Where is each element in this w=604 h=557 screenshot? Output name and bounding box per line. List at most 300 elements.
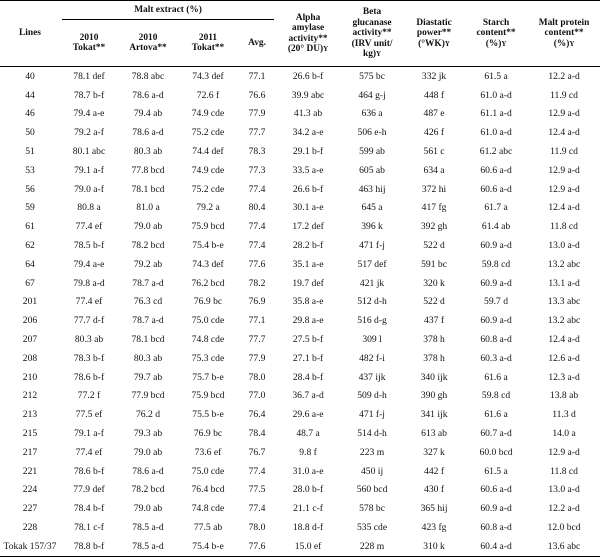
cell-malt-avg: 77.6 bbox=[238, 537, 276, 556]
header-2011-tokat-l1: 2011 bbox=[198, 32, 218, 43]
cell-beta-glucanase: 450 ij bbox=[360, 465, 384, 477]
header-beta-l5-wrap bbox=[340, 49, 404, 60]
cell-diastatic-power: 372 hi bbox=[421, 183, 447, 195]
header-starch-sup: Y bbox=[501, 39, 507, 48]
cell-malt-2010-tokat: 77.4 ef bbox=[75, 221, 103, 233]
cell-malt-2011-tokat: 75.2 cde bbox=[191, 183, 225, 195]
cell-diastatic-power: 320 k bbox=[423, 277, 445, 289]
cell-malt-2011-tokat: 74.8 cde bbox=[191, 503, 225, 515]
cell-line-id: 215 bbox=[22, 428, 38, 440]
cell-diastatic-power: 327 k bbox=[423, 446, 445, 458]
cell-diastatic-power: 392 gh bbox=[420, 221, 448, 233]
cell-beta-glucanase: 516 d-g bbox=[357, 315, 387, 327]
header-diastatic-l2: power** bbox=[416, 28, 452, 39]
cell-malt-avg: 77.4 bbox=[248, 183, 266, 195]
table-row bbox=[0, 199, 600, 218]
table-row bbox=[0, 368, 600, 387]
cell-malt-2010-tokat: 78.5 b-f bbox=[73, 240, 105, 252]
cell-malt-2010-tokat: 79.1 a-f bbox=[74, 428, 104, 440]
cell-beta-glucanase: 560 bcd bbox=[356, 484, 388, 496]
cell-malt-2011-tokat: 76.9 bc bbox=[193, 296, 223, 308]
cell-malt-2010-tokat: 80.3 ab bbox=[74, 334, 104, 346]
cell-protein-content: 13.6 abc bbox=[528, 537, 600, 556]
cell-line-id: 53 bbox=[25, 164, 35, 176]
cell-protein-content: 12.4 a-d bbox=[548, 202, 580, 214]
cell-malt-2011-tokat: 75.0 cde bbox=[191, 465, 225, 477]
cell-malt-avg: 77.4 bbox=[248, 240, 266, 252]
header-avg: Avg. bbox=[238, 21, 276, 67]
cell-line-id: 212 bbox=[22, 390, 38, 402]
cell-line-id: 208 bbox=[22, 352, 38, 364]
cell-starch-content: 60.6 a-d bbox=[480, 183, 512, 195]
header-beta-sup: Y bbox=[376, 50, 382, 59]
cell-malt-2010-artova: 81.0 a bbox=[136, 202, 160, 214]
header-alpha-l4: (20° DU) bbox=[287, 44, 324, 54]
cell-malt-2011-tokat: 74.3 def bbox=[192, 70, 224, 82]
cell-malt-2011-tokat: 75.3 cde bbox=[191, 352, 225, 364]
cell-malt-avg: 77.9 bbox=[248, 108, 266, 120]
cell-alpha-amylase: 26.6 b-f bbox=[292, 183, 324, 195]
cell-malt-2011-tokat: 74.4 def bbox=[192, 146, 224, 158]
cell-starch-content: 59.7 d bbox=[484, 296, 509, 308]
cell-malt-2010-artova: 76.3 cd bbox=[133, 296, 163, 308]
cell-malt-2011-tokat: 75.9 bcd bbox=[191, 390, 225, 402]
cell-starch-content: 60.6 a-d bbox=[480, 484, 512, 496]
cell-malt-avg: 77.5 bbox=[248, 484, 266, 496]
cell-malt-2010-artova: 78.1 bcd bbox=[131, 183, 165, 195]
cell-beta-glucanase: 396 k bbox=[361, 221, 383, 233]
cell-alpha-amylase: 17.2 def bbox=[292, 221, 324, 233]
cell-malt-2010-tokat: 79.2 a-f bbox=[74, 127, 104, 139]
cell-line-id: 64 bbox=[25, 258, 35, 270]
cell-beta-glucanase: 605 ab bbox=[359, 164, 385, 176]
cell-beta-glucanase: 599 ab bbox=[359, 146, 385, 158]
cell-malt-2010-artova: 79.3 ab bbox=[133, 428, 163, 440]
header-beta-l2: glucanase bbox=[352, 17, 392, 28]
table-row bbox=[0, 443, 600, 462]
cell-protein-content: 13.3 abc bbox=[547, 296, 581, 308]
cell-malt-2011-tokat: 75.2 cde bbox=[191, 127, 225, 139]
cell-alpha-amylase: 28.4 b-f bbox=[292, 371, 324, 383]
cell-malt-2010-tokat: 77.4 ef bbox=[75, 446, 103, 458]
header-malt-extract bbox=[60, 1, 276, 21]
cell-alpha-amylase: 34.2 a-e bbox=[292, 127, 324, 139]
cell-malt-2011-tokat: 73.6 ef bbox=[194, 446, 222, 458]
cell-malt-2011-tokat: 77.5 ab bbox=[193, 522, 223, 534]
cell-malt-2011-tokat: 75.0 cde bbox=[191, 315, 225, 327]
table-row bbox=[0, 236, 600, 255]
cell-protein-content: 12.4 a-d bbox=[548, 334, 580, 346]
cell-line-id: 46 bbox=[25, 108, 35, 120]
cell-starch-content: 60.0 bcd bbox=[479, 446, 513, 458]
header-beta-l3: activity** bbox=[352, 28, 392, 39]
cell-malt-avg: 76.4 bbox=[248, 409, 266, 421]
header-starch-l3: (%) bbox=[485, 38, 502, 49]
cell-malt-2010-tokat: 78.8 b-f bbox=[60, 537, 118, 556]
table-row bbox=[0, 67, 600, 86]
cell-malt-2010-artova: 78.6 a-d bbox=[132, 127, 164, 139]
cell-protein-content: 13.0 a-d bbox=[548, 484, 580, 496]
table-row bbox=[0, 217, 600, 236]
cell-malt-2011-tokat: 74.9 cde bbox=[191, 108, 225, 120]
header-diastatic-sup: Y bbox=[444, 39, 450, 48]
cell-line-id: 221 bbox=[22, 465, 38, 477]
cell-malt-avg: 76.9 bbox=[248, 296, 266, 308]
table-body bbox=[0, 67, 600, 557]
cell-starch-content: 60.9 a-d bbox=[480, 503, 512, 515]
cell-beta-glucanase: 517 def bbox=[357, 258, 387, 270]
cell-malt-2010-tokat: 80.8 a bbox=[77, 202, 101, 214]
header-protein-l2: content** bbox=[544, 28, 584, 39]
cell-malt-2010-tokat: 77.5 ef bbox=[75, 409, 103, 421]
cell-line-id: 40 bbox=[25, 70, 35, 82]
table-row bbox=[0, 293, 600, 312]
cell-malt-2010-artova: 79.0 ab bbox=[133, 221, 163, 233]
cell-diastatic-power: 561 c bbox=[423, 146, 445, 158]
cell-malt-2010-tokat: 77.7 d-f bbox=[73, 315, 105, 327]
cell-protein-content: 11.8 cd bbox=[550, 221, 578, 233]
cell-starch-content: 61.0 a-d bbox=[480, 127, 512, 139]
cell-line-id: 50 bbox=[25, 127, 35, 139]
cell-malt-2010-artova: 80.3 ab bbox=[133, 352, 163, 364]
cell-diastatic-power: 634 a bbox=[423, 164, 445, 176]
cell-malt-2010-tokat: 78.6 b-f bbox=[73, 371, 105, 383]
cell-protein-content: 12.0 bcd bbox=[547, 522, 581, 534]
table-row bbox=[0, 349, 600, 368]
cell-malt-avg: 77.4 bbox=[248, 503, 266, 515]
cell-malt-2010-artova: 78.5 a-d bbox=[118, 537, 178, 556]
cell-malt-2010-artova: 78.2 bcd bbox=[131, 484, 165, 496]
header-starch-l3-wrap bbox=[464, 39, 528, 50]
cell-starch-content: 60.6 a-d bbox=[480, 164, 512, 176]
cell-malt-2010-artova: 78.5 a-d bbox=[132, 522, 164, 534]
cell-protein-content: 11.9 cd bbox=[550, 89, 578, 101]
cell-malt-2010-artova: 79.4 ab bbox=[133, 108, 163, 120]
header-beta-l4: (IRV unit/ bbox=[351, 38, 393, 49]
cell-malt-2010-artova: 80.3 ab bbox=[133, 146, 163, 158]
cell-malt-2010-artova: 79.0 ab bbox=[133, 503, 163, 515]
header-diastatic-l3-wrap bbox=[404, 39, 464, 50]
cell-starch-content: 60.9 a-d bbox=[480, 315, 512, 327]
header-2010-artova-l2: Artova** bbox=[129, 43, 167, 54]
header-malt-protein bbox=[528, 1, 600, 67]
cell-starch-content: 60.9 a-d bbox=[480, 277, 512, 289]
cell-malt-2010-artova: 77.8 bcd bbox=[131, 164, 165, 176]
header-diastatic-l3: (°WK) bbox=[418, 38, 445, 49]
cell-malt-2011-tokat: 75.5 b-e bbox=[192, 409, 224, 421]
header-lines: Lines bbox=[0, 1, 60, 67]
cell-diastatic-power: 437 f bbox=[424, 315, 445, 327]
cell-malt-2010-artova: 78.2 bcd bbox=[131, 240, 165, 252]
cell-starch-content: 60.8 a-d bbox=[480, 522, 512, 534]
cell-beta-glucanase: 509 d-h bbox=[357, 390, 387, 402]
cell-protein-content: 12.2 a-d bbox=[548, 70, 580, 82]
cell-malt-avg: 77.0 bbox=[248, 390, 266, 402]
cell-beta-glucanase: 471 f-j bbox=[359, 409, 385, 421]
cell-malt-2010-tokat: 79.0 a-f bbox=[74, 183, 104, 195]
cell-beta-glucanase: 421 jk bbox=[359, 277, 385, 289]
cell-alpha-amylase: 26.6 b-f bbox=[292, 70, 324, 82]
cell-malt-2010-artova: 78.8 abc bbox=[131, 70, 165, 82]
cell-beta-glucanase: 506 e-h bbox=[357, 127, 387, 139]
cell-beta-glucanase: 514 d-h bbox=[357, 428, 387, 440]
cell-protein-content: 12.9 a-d bbox=[548, 108, 580, 120]
cell-malt-2010-tokat: 78.1 def bbox=[73, 70, 105, 82]
cell-diastatic-power: 390 gh bbox=[420, 390, 448, 402]
cell-alpha-amylase: 33.5 a-e bbox=[292, 164, 324, 176]
cell-starch-content: 59.8 cd bbox=[481, 258, 511, 270]
header-2010-tokat-l1: 2010 bbox=[79, 32, 99, 43]
cell-line-id: Tokak 157/37 bbox=[0, 537, 60, 556]
cell-alpha-amylase: 39.9 abc bbox=[291, 89, 325, 101]
table-row bbox=[0, 311, 600, 330]
cell-protein-content: 12.6 a-d bbox=[548, 352, 580, 364]
cell-starch-content: 61.0 a-d bbox=[480, 89, 512, 101]
cell-alpha-amylase: 27.1 b-f bbox=[292, 352, 324, 364]
cell-protein-content: 12.2 a-d bbox=[548, 503, 580, 515]
cell-malt-avg: 77.1 bbox=[248, 315, 266, 327]
cell-malt-2010-tokat: 79.4 a-e bbox=[73, 108, 105, 120]
cell-starch-content: 61.6 a bbox=[484, 371, 508, 383]
cell-malt-2011-tokat: 75.9 bcd bbox=[191, 221, 225, 233]
table-row bbox=[0, 387, 600, 406]
cell-diastatic-power: 442 f bbox=[424, 465, 445, 477]
cell-line-id: 228 bbox=[22, 522, 38, 534]
cell-beta-glucanase: 645 a bbox=[361, 202, 383, 214]
cell-diastatic-power: 423 fg bbox=[421, 522, 447, 534]
cell-alpha-amylase: 29.8 a-e bbox=[292, 315, 324, 327]
cell-malt-2010-tokat: 78.6 b-f bbox=[73, 465, 105, 477]
cell-alpha-amylase: 9.8 f bbox=[299, 446, 317, 458]
cell-malt-2010-tokat: 79.1 a-f bbox=[74, 164, 104, 176]
cell-starch-content: 61.5 a bbox=[484, 70, 508, 82]
cell-malt-2010-tokat: 78.4 b-f bbox=[73, 503, 105, 515]
cell-malt-2010-artova: 79.7 ab bbox=[133, 371, 163, 383]
cell-malt-avg: 78.2 bbox=[248, 277, 266, 289]
header-2010-tokat bbox=[60, 21, 118, 67]
cell-protein-content: 13.2 abc bbox=[547, 315, 581, 327]
cell-beta-glucanase: 578 bc bbox=[359, 503, 385, 515]
cell-line-id: 67 bbox=[25, 277, 35, 289]
cell-line-id: 210 bbox=[22, 371, 38, 383]
header-protein-l1: Malt protein bbox=[538, 17, 590, 28]
cell-line-id: 56 bbox=[25, 183, 35, 195]
header-beta-l5: kg) bbox=[363, 49, 377, 60]
cell-protein-content: 14.0 a bbox=[552, 428, 576, 440]
cell-line-id: 224 bbox=[22, 484, 38, 496]
header-starch-l2: content** bbox=[476, 28, 516, 39]
cell-alpha-amylase: 30.1 a-e bbox=[292, 202, 324, 214]
cell-starch-content: 61.5 a bbox=[484, 465, 508, 477]
header-diastatic-l1: Diastatic bbox=[416, 17, 452, 28]
cell-alpha-amylase: 35.1 a-e bbox=[292, 258, 324, 270]
cell-starch-content: 61.7 a bbox=[484, 202, 508, 214]
cell-starch-content: 60.7 a-d bbox=[480, 428, 512, 440]
cell-beta-glucanase: 228 m bbox=[340, 537, 404, 556]
cell-line-id: 51 bbox=[25, 146, 35, 158]
cell-diastatic-power: 341 ijk bbox=[420, 409, 448, 421]
cell-malt-2010-artova: 78.7 a-d bbox=[132, 277, 164, 289]
cell-malt-2010-artova: 79.2 ab bbox=[133, 258, 163, 270]
cell-malt-2010-tokat: 78.3 b-f bbox=[73, 352, 105, 364]
cell-diastatic-power: 487 e bbox=[423, 108, 445, 120]
header-2010-artova-l1: 2010 bbox=[138, 32, 158, 43]
cell-protein-content: 13.8 ab bbox=[549, 390, 579, 402]
cell-malt-2011-tokat: 76.9 bc bbox=[193, 428, 223, 440]
cell-alpha-amylase: 28.0 b-f bbox=[292, 484, 324, 496]
cell-protein-content: 11.3 d bbox=[552, 409, 576, 421]
cell-protein-content: 12.4 a-d bbox=[548, 127, 580, 139]
cell-beta-glucanase: 512 d-h bbox=[357, 296, 387, 308]
cell-diastatic-power: 522 d bbox=[423, 240, 445, 252]
cell-malt-2010-tokat: 78.7 b-f bbox=[73, 89, 105, 101]
cell-alpha-amylase: 15.0 ef bbox=[276, 537, 340, 556]
cell-malt-2010-tokat: 79.4 a-e bbox=[73, 258, 105, 270]
cell-alpha-amylase: 36.7 a-d bbox=[292, 390, 324, 402]
header-starch-l1: Starch bbox=[482, 17, 510, 28]
table-row bbox=[0, 123, 600, 142]
cell-diastatic-power: 448 f bbox=[424, 89, 445, 101]
cell-beta-glucanase: 437 ijk bbox=[358, 371, 386, 383]
cell-diastatic-power: 340 ijk bbox=[420, 371, 448, 383]
cell-protein-content: 13.2 abc bbox=[547, 258, 581, 270]
table-row bbox=[0, 105, 600, 124]
table-row bbox=[0, 330, 600, 349]
header-2011-tokat bbox=[178, 21, 238, 67]
cell-line-id: 207 bbox=[22, 334, 38, 346]
cell-malt-2010-tokat: 80.1 abc bbox=[72, 146, 106, 158]
cell-diastatic-power: 365 hij bbox=[420, 503, 448, 515]
cell-beta-glucanase: 535 cde bbox=[356, 522, 388, 534]
cell-malt-avg: 78.0 bbox=[248, 371, 266, 383]
cell-malt-avg: 76.7 bbox=[248, 446, 266, 458]
cell-malt-avg: 77.6 bbox=[248, 258, 266, 270]
cell-malt-avg: 78.0 bbox=[248, 522, 266, 534]
cell-malt-avg: 77.3 bbox=[248, 164, 266, 176]
cell-alpha-amylase: 31.0 a-e bbox=[292, 465, 324, 477]
table-row bbox=[0, 462, 600, 481]
cell-malt-2011-tokat: 76.2 bcd bbox=[191, 277, 225, 289]
header-2010-artova bbox=[118, 21, 178, 67]
cell-beta-glucanase: 471 f-j bbox=[359, 240, 385, 252]
header-alpha-amylase bbox=[276, 1, 340, 67]
header-malt-extract-label: Malt extract (%) bbox=[62, 2, 274, 20]
table-row bbox=[0, 274, 600, 293]
cell-starch-content: 60.3 a-d bbox=[480, 352, 512, 364]
table-row bbox=[0, 499, 600, 518]
cell-line-id: 206 bbox=[22, 315, 38, 327]
cell-malt-2010-artova: 76.2 d bbox=[136, 409, 160, 421]
cell-protein-content: 12.3 a-d bbox=[548, 371, 580, 383]
cell-malt-avg: 78.4 bbox=[248, 428, 266, 440]
cell-diastatic-power: 613 ab bbox=[421, 428, 447, 440]
cell-line-id: 217 bbox=[22, 446, 38, 458]
table-row bbox=[0, 142, 600, 161]
cell-diastatic-power: 310 k bbox=[404, 537, 464, 556]
cell-malt-avg: 77.4 bbox=[248, 221, 266, 233]
cell-malt-2011-tokat: 75.4 b-e bbox=[178, 537, 238, 556]
table-row bbox=[0, 161, 600, 180]
cell-diastatic-power: 378 h bbox=[423, 334, 445, 346]
cell-diastatic-power: 417 fg bbox=[421, 202, 447, 214]
cell-starch-content: 60.4 a-d bbox=[464, 537, 528, 556]
cell-line-id: 61 bbox=[25, 221, 35, 233]
cell-malt-2010-artova: 78.6 a-d bbox=[132, 465, 164, 477]
cell-malt-avg: 77.7 bbox=[248, 127, 266, 139]
cell-protein-content: 11.8 cd bbox=[550, 465, 578, 477]
cell-line-id: 227 bbox=[22, 503, 38, 515]
cell-beta-glucanase: 223 m bbox=[359, 446, 385, 458]
cell-starch-content: 61.2 abc bbox=[479, 146, 513, 158]
cell-malt-2011-tokat: 76.4 bcd bbox=[191, 484, 225, 496]
cell-alpha-amylase: 29.1 b-f bbox=[292, 146, 324, 158]
cell-malt-2011-tokat: 74.9 cde bbox=[191, 164, 225, 176]
header-diastatic-power bbox=[404, 1, 464, 67]
cell-malt-2010-artova: 78.1 bcd bbox=[131, 334, 165, 346]
cell-malt-2010-artova: 79.0 ab bbox=[133, 446, 163, 458]
cell-starch-content: 61.1 a-d bbox=[480, 108, 512, 120]
cell-malt-2011-tokat: 74.3 def bbox=[192, 258, 224, 270]
cell-starch-content: 60.9 a-d bbox=[480, 240, 512, 252]
header-starch-content bbox=[464, 1, 528, 67]
cell-malt-2011-tokat: 74.8 cde bbox=[191, 334, 225, 346]
table-row bbox=[0, 405, 600, 424]
header-protein-l3: (%) bbox=[553, 38, 570, 49]
cell-starch-content: 59.8 cd bbox=[481, 390, 511, 402]
cell-alpha-amylase: 48.7 a bbox=[296, 428, 320, 440]
cell-malt-avg: 77.1 bbox=[248, 70, 266, 82]
header-alpha-l4-wrap bbox=[276, 44, 340, 55]
cell-malt-2011-tokat: 72.6 f bbox=[196, 89, 220, 101]
header-2010-tokat-l2: Tokat** bbox=[72, 43, 106, 54]
cell-malt-2011-tokat: 75.4 b-e bbox=[192, 240, 224, 252]
header-alpha-l1: Alpha bbox=[295, 12, 321, 23]
cell-alpha-amylase: 35.8 a-e bbox=[292, 296, 324, 308]
cell-beta-glucanase: 464 g-j bbox=[358, 89, 386, 101]
table-row bbox=[0, 86, 600, 105]
header-alpha-l2: amylase bbox=[291, 23, 325, 33]
cell-beta-glucanase: 636 a bbox=[361, 108, 383, 120]
cell-diastatic-power: 332 jk bbox=[421, 70, 447, 82]
cell-alpha-amylase: 18.8 d-f bbox=[292, 522, 324, 534]
cell-malt-2010-tokat: 78.1 c-f bbox=[74, 522, 104, 534]
cell-starch-content: 61.6 a bbox=[484, 409, 508, 421]
cell-protein-content: 12.9 a-d bbox=[548, 183, 580, 195]
cell-malt-2010-tokat: 79.8 a-d bbox=[73, 277, 105, 289]
cell-line-id: 213 bbox=[22, 409, 38, 421]
cell-malt-avg: 80.4 bbox=[248, 202, 266, 214]
cell-alpha-amylase: 28.2 b-f bbox=[292, 240, 324, 252]
cell-malt-2011-tokat: 79.2 a bbox=[196, 202, 220, 214]
cell-protein-content: 13.0 a-d bbox=[548, 240, 580, 252]
cell-protein-content: 13.1 a-d bbox=[548, 277, 580, 289]
table-row bbox=[0, 255, 600, 274]
cell-beta-glucanase: 309 l bbox=[362, 334, 382, 346]
cell-diastatic-power: 430 f bbox=[424, 484, 445, 496]
cell-line-id: 62 bbox=[25, 240, 35, 252]
cell-alpha-amylase: 27.5 b-f bbox=[292, 334, 324, 346]
cell-malt-avg: 77.4 bbox=[248, 465, 266, 477]
cell-malt-2010-artova: 77.9 bcd bbox=[131, 390, 165, 402]
cell-alpha-amylase: 21.1 c-f bbox=[293, 503, 323, 515]
cell-line-id: 59 bbox=[25, 202, 35, 214]
header-alpha-l3: activity** bbox=[288, 33, 328, 44]
cell-malt-2010-artova: 78.6 a-d bbox=[132, 89, 164, 101]
cell-malt-avg: 76.6 bbox=[248, 89, 266, 101]
cell-diastatic-power: 426 f bbox=[424, 127, 445, 139]
cell-beta-glucanase: 463 hij bbox=[358, 183, 386, 195]
cell-line-id: 201 bbox=[22, 296, 38, 308]
